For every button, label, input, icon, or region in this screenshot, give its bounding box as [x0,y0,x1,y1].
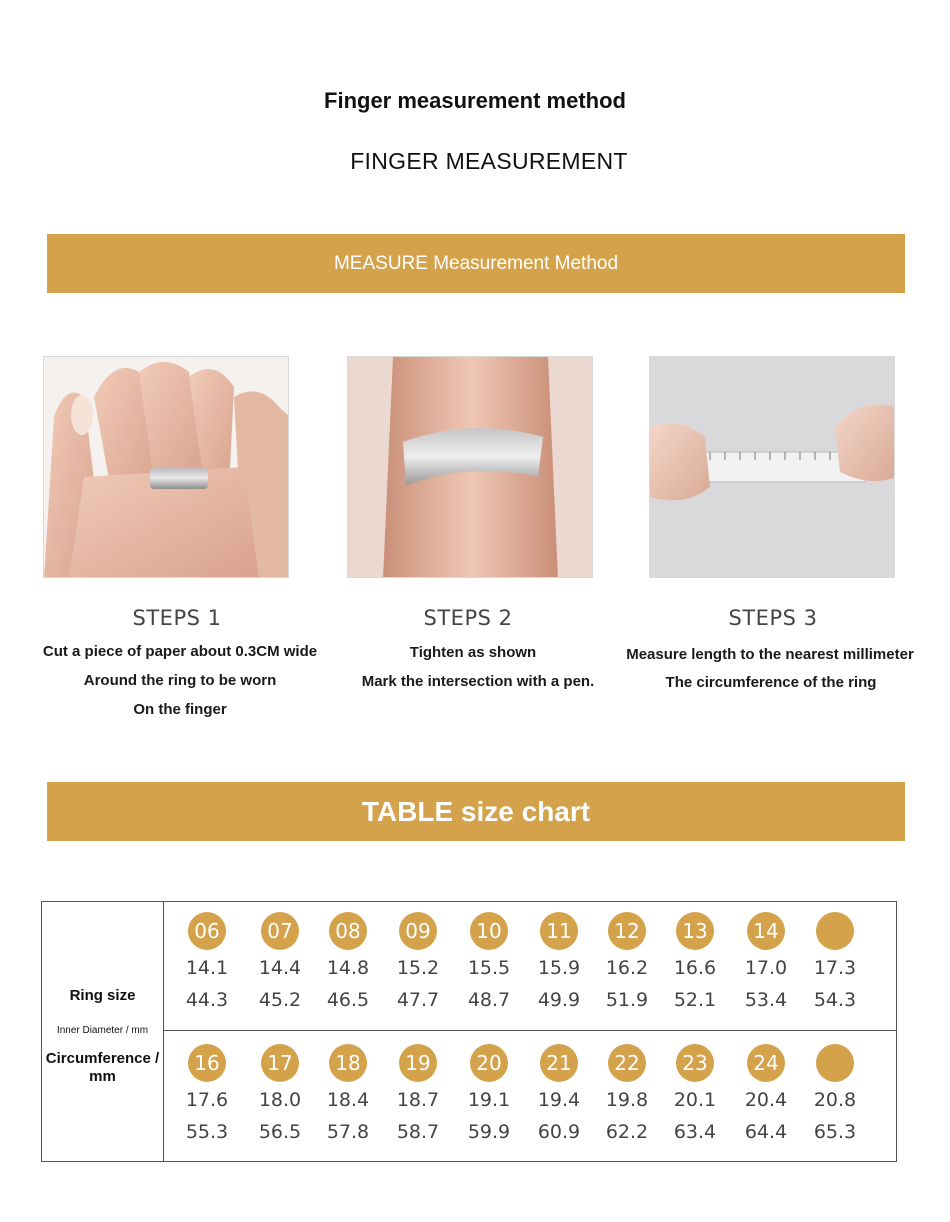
inner-diameter-value: 17.3 [813,957,857,979]
step2-line2: Mark the intersection with a pen. [361,673,595,690]
inner-diameter-value: 20.8 [813,1089,857,1111]
size-cell [242,1044,318,1148]
size-cell [589,912,665,1016]
step3-title: STEPS 3 [728,606,818,630]
circumference-value: 48.7 [467,989,511,1011]
step1-line1: Cut a piece of paper about 0.3CM wide [42,643,318,660]
ring-size-badge: 09 [399,912,437,950]
measure-banner-label: MEASURE Measurement Method [333,252,619,274]
circumference-value: 63.4 [673,1121,717,1143]
table-divider-vertical [163,902,164,1161]
step2-photo [347,356,593,578]
circumference-value: 53.4 [744,989,788,1011]
ring-size-badge: 08 [329,912,367,950]
ring-size-badge: 14 [747,912,785,950]
ring-size-badge: 19 [399,1044,437,1082]
inner-diameter-value: 17.6 [185,1089,229,1111]
ring-size-badge: 10 [470,912,508,950]
ring-size-badge: 13 [676,912,714,950]
ring-size-badge [816,912,854,950]
circumference-label: Circumference / mm [45,1050,160,1085]
step3-line2: The circumference of the ring [665,674,877,691]
circumference-value: 62.2 [605,1121,649,1143]
table-divider-horizontal [163,1030,896,1031]
page-title: Finger measurement method [324,88,626,113]
ring-size-badge: 20 [470,1044,508,1082]
size-cell [728,1044,804,1148]
circumference-value: 60.9 [537,1121,581,1143]
inner-diameter-value: 16.2 [605,957,649,979]
size-cell [169,912,245,1016]
step1-line2: Around the ring to be worn [83,672,277,689]
size-cell [728,912,804,1016]
size-cell [521,912,597,1016]
ring-size-badge: 24 [747,1044,785,1082]
size-cell [657,1044,733,1148]
inner-diameter-value: 14.1 [185,957,229,979]
inner-diameter-value: 19.4 [537,1089,581,1111]
circumference-value: 54.3 [813,989,857,1011]
step1-title: STEPS 1 [132,606,222,630]
ring-size-badge: 23 [676,1044,714,1082]
ring-size-badge: 16 [188,1044,226,1082]
circumference-value: 52.1 [673,989,717,1011]
inner-diameter-value: 19.8 [605,1089,649,1111]
step3-photo [649,356,895,578]
inner-diameter-value: 14.8 [326,957,370,979]
circumference-value: 46.5 [326,989,370,1011]
ring-size-badge: 12 [608,912,646,950]
ring-size-badge: 22 [608,1044,646,1082]
table-banner [47,782,905,841]
inner-diameter-value: 18.7 [396,1089,440,1111]
circumference-value: 57.8 [326,1121,370,1143]
size-cell [521,1044,597,1148]
inner-diameter-value: 17.0 [744,957,788,979]
inner-diameter-value: 15.5 [467,957,511,979]
table-banner-label: TABLE size chart [361,795,591,827]
circumference-value: 47.7 [396,989,440,1011]
ring-size-badge: 06 [188,912,226,950]
size-cell [797,912,873,1016]
inner-diameter-value: 18.0 [258,1089,302,1111]
circumference-value: 44.3 [185,989,229,1011]
step1-photo [43,356,289,578]
circumference-value: 64.4 [744,1121,788,1143]
inner-diameter-value: 18.4 [326,1089,370,1111]
ring-size-badge: 21 [540,1044,578,1082]
circumference-value: 59.9 [467,1121,511,1143]
inner-diameter-value: 15.2 [396,957,440,979]
circumference-value: 45.2 [258,989,302,1011]
circumference-value: 49.9 [537,989,581,1011]
inner-diameter-value: 19.1 [467,1089,511,1111]
size-cell [242,912,318,1016]
page-subtitle: FINGER MEASUREMENT [350,148,628,174]
step1-line3: On the finger [133,701,227,718]
step2-line1: Tighten as shown [409,644,537,661]
inner-diameter-label: Inner Diameter / mm [56,1025,149,1036]
size-cell [169,1044,245,1148]
size-cell [310,912,386,1016]
circumference-value: 58.7 [396,1121,440,1143]
circumference-value: 65.3 [813,1121,857,1143]
ring-size-badge: 18 [329,1044,367,1082]
ring-size-badge: 17 [261,1044,299,1082]
step2-title: STEPS 2 [423,606,513,630]
inner-diameter-value: 16.6 [673,957,717,979]
step3-line1: Measure length to the nearest millimeter [626,646,914,663]
ring-size-badge: 11 [540,912,578,950]
size-cell [451,912,527,1016]
inner-diameter-value: 14.4 [258,957,302,979]
circumference-value: 51.9 [605,989,649,1011]
size-cell [797,1044,873,1148]
size-cell [380,1044,456,1148]
circumference-value: 56.5 [258,1121,302,1143]
inner-diameter-value: 15.9 [537,957,581,979]
size-chart-table [41,901,897,1162]
inner-diameter-value: 20.4 [744,1089,788,1111]
measure-banner [47,234,905,293]
ring-size-badge: 07 [261,912,299,950]
size-cell [657,912,733,1016]
size-cell [451,1044,527,1148]
size-cell [589,1044,665,1148]
size-cell [380,912,456,1016]
inner-diameter-value: 20.1 [673,1089,717,1111]
ring-size-badge [816,1044,854,1082]
circumference-value: 55.3 [185,1121,229,1143]
ring-size-label: Ring size [69,987,136,1004]
size-cell [310,1044,386,1148]
